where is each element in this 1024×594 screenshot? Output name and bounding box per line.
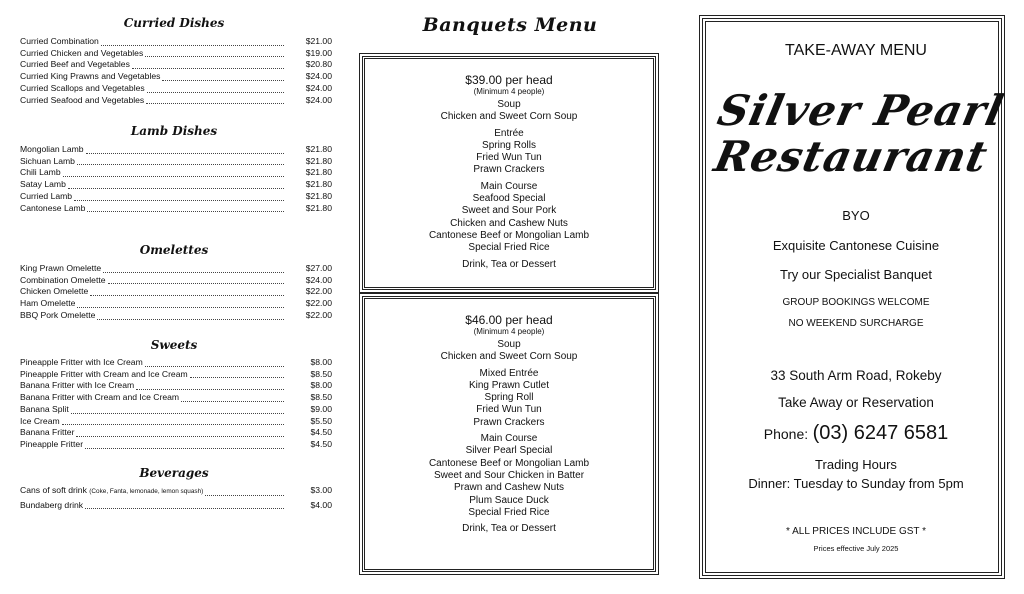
service-options: Take Away or Reservation	[778, 395, 934, 410]
entree-list	[365, 140, 653, 177]
item-name: Banana Split	[20, 403, 69, 414]
list-item	[20, 191, 332, 203]
phone-line	[706, 422, 1006, 445]
leader-dots	[62, 424, 284, 425]
leader-dots	[63, 176, 284, 177]
banquet-46	[362, 296, 656, 572]
trading-hours: Dinner: Tuesday to Sunday from 5pm	[748, 476, 964, 491]
course-item: Sweet and Sour Chicken in Batter	[433, 469, 585, 481]
leader-dots	[205, 495, 284, 496]
banquet-price: $46.00 per head	[465, 313, 553, 327]
course-item: Prawn Crackers	[473, 416, 545, 428]
lamb-dishes-list	[20, 144, 332, 214]
list-item	[20, 59, 332, 71]
item-name: Curried King Prawns and Vegetables	[20, 71, 161, 82]
item-name: Pineapple Fritter	[20, 438, 84, 449]
course-item: Spring Roll	[484, 392, 534, 404]
beverages-list	[20, 485, 332, 511]
list-item	[20, 144, 332, 156]
item-price: $4.50	[310, 438, 332, 449]
course-item: Prawn Crackers	[473, 164, 545, 176]
item-name: Banana Fritter with Cream and Ice Cream	[20, 392, 180, 403]
list-item	[20, 427, 332, 439]
logo-line-1: Silver Pearl	[713, 86, 1009, 135]
takeaway-heading: TAKE-AWAY MENU	[785, 42, 927, 59]
leader-dots	[190, 377, 284, 378]
leader-dots	[181, 401, 284, 402]
leader-dots	[147, 92, 284, 93]
cover-frame	[702, 18, 1009, 576]
list-item	[20, 369, 332, 381]
list-item	[20, 439, 332, 451]
soup-heading: Soup	[497, 99, 521, 110]
item-price: $8.00	[310, 380, 332, 391]
course-item: King Prawn Cutlet	[468, 379, 550, 391]
item-price: $21.00	[305, 36, 332, 46]
course-item: Plum Sauce Duck	[469, 494, 549, 506]
main-list	[365, 445, 653, 519]
banquet-tagline: Try our Specialist Banquet	[780, 267, 932, 282]
leader-dots	[101, 45, 284, 46]
item-name: Curried Seafood and Vegetables	[20, 94, 145, 105]
beverages-title: Beverages	[139, 466, 209, 480]
trading-hours-title: Trading Hours	[815, 457, 897, 472]
item-price: $22.00	[305, 309, 332, 320]
leader-dots	[71, 413, 284, 414]
item-price: $24.00	[305, 82, 332, 93]
item-name: Curried Combination	[20, 36, 99, 46]
item-name: Cantonese Lamb	[20, 202, 86, 213]
item-price: $21.80	[305, 144, 332, 154]
item-name: Banana Fritter with Ice Cream	[20, 380, 135, 391]
byo-label: BYO	[842, 208, 870, 223]
leader-dots	[97, 319, 284, 320]
item-name: Satay Lamb	[20, 179, 66, 190]
item-name: Banana Fritter	[20, 427, 75, 438]
curried-dishes-title: Curried Dishes	[123, 16, 225, 30]
leader-dots	[85, 508, 284, 509]
leader-dots	[145, 56, 284, 57]
list-item	[20, 310, 332, 322]
leader-dots	[76, 436, 284, 437]
logo-line-2: Restaurant	[710, 132, 993, 181]
soup-heading: Soup	[497, 339, 521, 350]
leader-dots	[108, 283, 284, 284]
item-price: $3.00	[310, 485, 332, 495]
item-price: $21.80	[305, 155, 332, 166]
course-item: Spring Rolls	[482, 139, 536, 151]
item-name: Sichuan Lamb	[20, 155, 75, 166]
item-price: $8.50	[310, 392, 332, 403]
drink-line: Drink, Tea or Dessert	[462, 523, 556, 535]
list-item	[20, 275, 332, 287]
list-item	[20, 95, 332, 107]
sweets-title: Sweets	[150, 338, 198, 352]
list-item	[20, 71, 332, 83]
list-item	[20, 167, 332, 179]
banquet-minimum: (Minimum 4 people)	[473, 327, 545, 336]
course-item: Fried Wun Tun	[476, 152, 542, 164]
list-item	[20, 156, 332, 168]
curried-dishes-list	[20, 36, 332, 106]
leader-dots	[86, 153, 284, 154]
list-item	[20, 179, 332, 191]
course-item: Cantonese Beef or Mongolian Lamb	[428, 457, 590, 469]
list-item	[20, 380, 332, 392]
course-item: Sweet and Sour Pork	[461, 205, 557, 217]
entree-list	[365, 380, 653, 429]
list-item	[20, 500, 332, 512]
item-price: $22.00	[305, 298, 332, 309]
leader-dots	[132, 68, 284, 69]
leader-dots	[87, 211, 284, 212]
course-item: Seafood Special	[472, 193, 546, 205]
phone-label: Phone:	[763, 426, 809, 442]
leader-dots	[145, 366, 284, 367]
item-name: Combination Omelette	[20, 274, 106, 285]
course-item: Cantonese Beef or Mongolian Lamb	[428, 229, 590, 241]
restaurant-logo	[706, 86, 1009, 181]
item-name: King Prawn Omelette	[20, 263, 102, 273]
entree-heading: Entrée	[494, 127, 524, 139]
banquet-price: $39.00 per head	[465, 73, 553, 87]
banquet-39	[362, 56, 656, 290]
item-name: Ice Cream	[20, 415, 60, 426]
course-item: Prawn and Cashew Nuts	[453, 482, 565, 494]
leader-dots	[77, 164, 284, 165]
main-list	[365, 193, 653, 254]
item-price: $8.00	[310, 357, 332, 367]
list-item	[20, 286, 332, 298]
item-price: $24.00	[305, 71, 332, 82]
course-item: Special Fried Rice	[468, 506, 550, 518]
item-name: Curried Beef and Vegetables	[20, 59, 130, 70]
item-price: $21.80	[305, 190, 332, 201]
gst-notice: * ALL PRICES INCLUDE GST *	[785, 526, 927, 537]
leader-dots	[136, 389, 284, 390]
item-name: Ham Omelette	[20, 298, 76, 309]
banquets-title: Banquets Menu	[422, 14, 598, 36]
cuisine-tagline: Exquisite Cantonese Cuisine	[772, 238, 940, 253]
list-item	[20, 357, 332, 369]
list-item	[20, 298, 332, 310]
omelettes-title: Omelettes	[139, 243, 209, 257]
item-price: $5.50	[310, 415, 332, 426]
item-note: (Coke, Fanta, lemonade, lemon squash)	[89, 488, 204, 495]
leader-dots	[77, 307, 284, 308]
soup-item: Chicken and Sweet Corn Soup	[440, 111, 578, 123]
item-price: $4.00	[310, 499, 332, 510]
banquet-minimum: (Minimum 4 people)	[473, 87, 545, 96]
item-price: $4.50	[310, 427, 332, 438]
item-price: $22.00	[305, 286, 332, 297]
list-item	[20, 203, 332, 215]
leader-dots	[103, 272, 284, 273]
item-price: $21.80	[305, 167, 332, 178]
item-name: Chicken Omelette	[20, 286, 89, 297]
item-price: $27.00	[305, 263, 332, 273]
course-item: Chicken and Cashew Nuts	[450, 217, 568, 229]
item-price: $8.50	[310, 368, 332, 379]
course-item: Fried Wun Tun	[476, 404, 542, 416]
drink-line: Drink, Tea or Dessert	[462, 258, 556, 270]
leader-dots	[85, 448, 284, 449]
address: 33 South Arm Road, Rokeby	[770, 368, 942, 383]
list-item	[20, 392, 332, 404]
list-item	[20, 404, 332, 416]
main-heading: Main Course	[480, 180, 538, 192]
group-bookings: GROUP BOOKINGS WELCOME	[782, 297, 930, 308]
item-name: Bundaberg drink	[20, 499, 84, 510]
list-item	[20, 416, 332, 428]
item-name: Pineapple Fritter with Cream and Ice Cream	[20, 368, 188, 379]
item-price: $9.00	[310, 403, 332, 414]
effective-date: Prices effective July 2025	[813, 544, 899, 553]
item-name: Cans of soft drink (Coke, Fanta, lemonade, lemon squash)	[20, 485, 204, 495]
sweets-list	[20, 357, 332, 451]
item-name: Curried Scallops and Vegetables	[20, 82, 145, 93]
weekend-surcharge: NO WEEKEND SURCHARGE	[788, 318, 924, 329]
list-item	[20, 48, 332, 60]
item-price: $21.80	[305, 179, 332, 190]
item-name: Curried Lamb	[20, 190, 73, 201]
course-item: Special Fried Rice	[468, 242, 550, 254]
leader-dots	[90, 295, 284, 296]
leader-dots	[68, 188, 284, 189]
item-price: $20.80	[305, 59, 332, 70]
lamb-dishes-title: Lamb Dishes	[130, 124, 218, 138]
list-item	[20, 485, 332, 498]
leader-dots	[74, 200, 284, 201]
item-name: Pineapple Fritter with Ice Cream	[20, 357, 143, 367]
item-price: $24.00	[305, 94, 332, 105]
item-name: Chili Lamb	[20, 167, 61, 178]
item-name: Mongolian Lamb	[20, 144, 84, 154]
item-price: $19.00	[305, 47, 332, 58]
course-item: Silver Pearl Special	[465, 445, 553, 457]
list-item	[20, 263, 332, 275]
item-name: BBQ Pork Omelette	[20, 309, 96, 320]
leader-dots	[146, 103, 284, 104]
item-price: $24.00	[305, 274, 332, 285]
main-heading: Main Course	[480, 433, 538, 445]
list-item	[20, 36, 332, 48]
omelettes-list	[20, 263, 332, 322]
phone-number: (03) 6247 6581	[812, 422, 949, 444]
entree-heading: Mixed Entrée	[479, 367, 539, 379]
soup-item: Chicken and Sweet Corn Soup	[440, 351, 578, 363]
item-price: $21.80	[305, 202, 332, 213]
item-name: Curried Chicken and Vegetables	[20, 47, 144, 58]
logo-text	[696, 88, 1016, 180]
list-item	[20, 83, 332, 95]
leader-dots	[162, 80, 284, 81]
